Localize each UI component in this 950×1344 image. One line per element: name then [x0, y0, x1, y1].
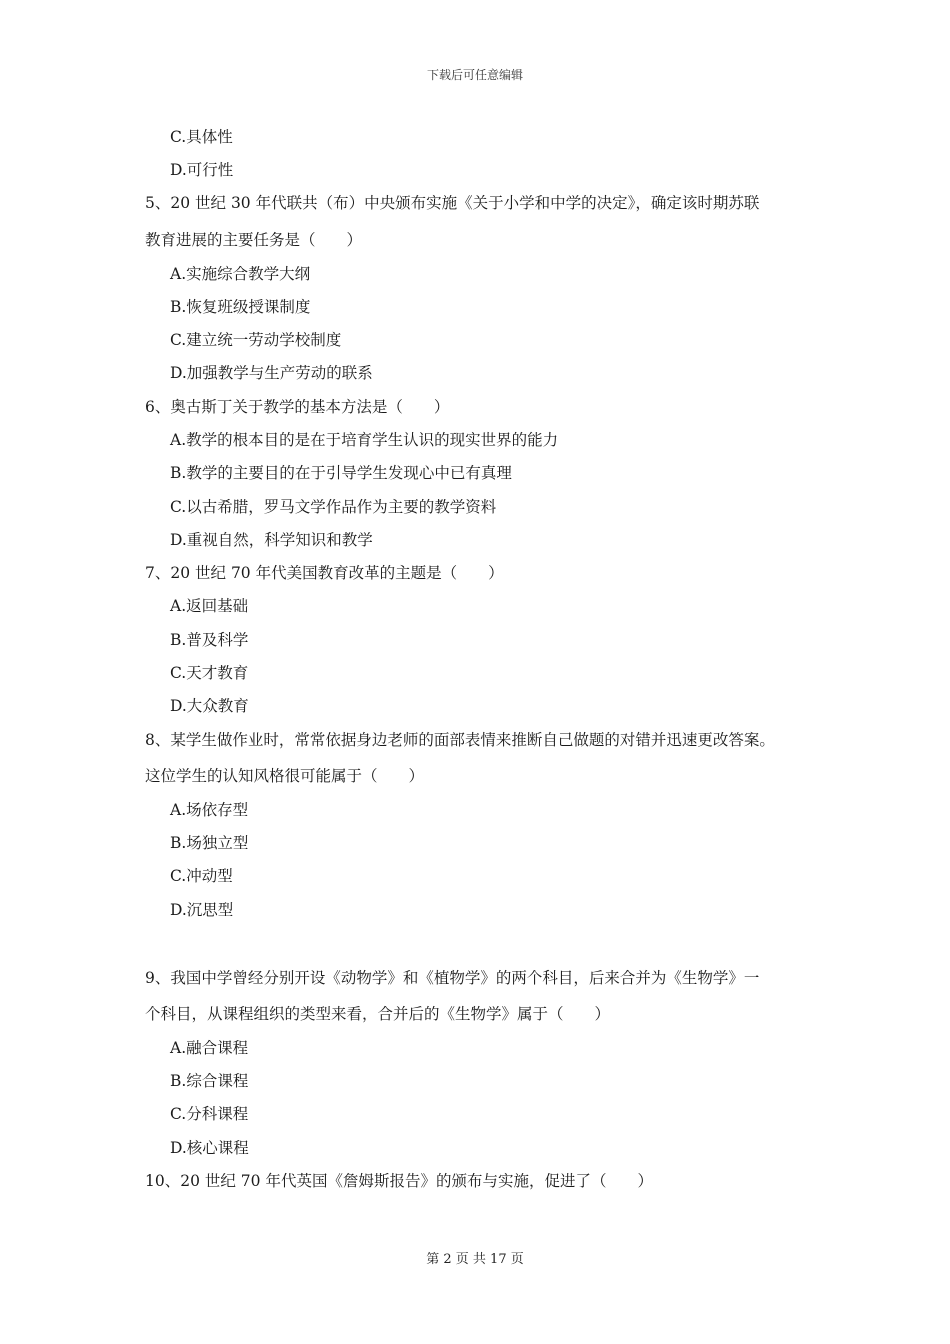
question-8-stem: 8、某学生做作业时，常常依据身边老师的面部表情来推断自己做题的对错并迅速更改答案。 [145, 731, 775, 749]
question-8-stem-cont: 这位学生的认知风格很可能属于（ ） [145, 767, 425, 785]
option-9a: A.融合课程 [170, 1039, 249, 1057]
option-7b: B.普及科学 [170, 631, 249, 649]
option-4c: C.具体性 [170, 128, 233, 146]
option-6a: A.教学的根本目的是在于培育学生认识的现实世界的能力 [170, 431, 559, 449]
option-5c: C.建立统一劳动学校制度 [170, 331, 342, 349]
option-8a: A.场依存型 [170, 801, 249, 819]
option-4d: D.可行性 [170, 161, 234, 179]
option-7c: C.天才教育 [170, 664, 249, 682]
option-6c: C.以古希腊，罗马文学作品作为主要的教学资料 [170, 498, 497, 516]
option-5d: D.加强教学与生产劳动的联系 [170, 364, 373, 382]
question-5-stem-cont: 教育进展的主要任务是（ ） [145, 231, 363, 249]
option-9b: B.综合课程 [170, 1072, 249, 1090]
page-header: 下载后可任意编辑 [426, 68, 523, 82]
question-10-stem: 10、20 世纪 70 年代英国《詹姆斯报告》的颁布与实施，促进了（ ） [145, 1172, 653, 1190]
option-8c: C.冲动型 [170, 867, 233, 885]
option-5a: A.实施综合教学大纲 [170, 265, 311, 283]
option-5b: B.恢复班级授课制度 [170, 298, 311, 316]
page-footer: 第 2 页 共 17 页 [426, 1252, 524, 1267]
option-6d: D.重视自然，科学知识和教学 [170, 531, 373, 549]
question-6-stem: 6、奥古斯丁关于教学的基本方法是（ ） [145, 398, 450, 416]
question-9-stem: 9、我国中学曾经分别开设《动物学》和《植物学》的两个科目，后来合并为《生物学》一 [145, 969, 760, 987]
option-6b: B.教学的主要目的在于引导学生发现心中已有真理 [170, 464, 512, 482]
option-7d: D.大众教育 [170, 697, 249, 715]
option-9c: C.分科课程 [170, 1105, 249, 1123]
option-7a: A.返回基础 [170, 597, 249, 615]
question-7-stem: 7、20 世纪 70 年代美国教育改革的主题是（ ） [145, 564, 504, 582]
option-8d: D.沉思型 [170, 901, 234, 919]
question-5-stem: 5、20 世纪 30 年代联共（布）中央颁布实施《关于小学和中学的决定》，确定该时期苏联 [145, 194, 760, 212]
question-9-stem-cont: 个科目，从课程组织的类型来看，合并后的《生物学》属于（ ） [145, 1005, 611, 1023]
option-8b: B.场独立型 [170, 834, 249, 852]
option-9d: D.核心课程 [170, 1139, 249, 1157]
